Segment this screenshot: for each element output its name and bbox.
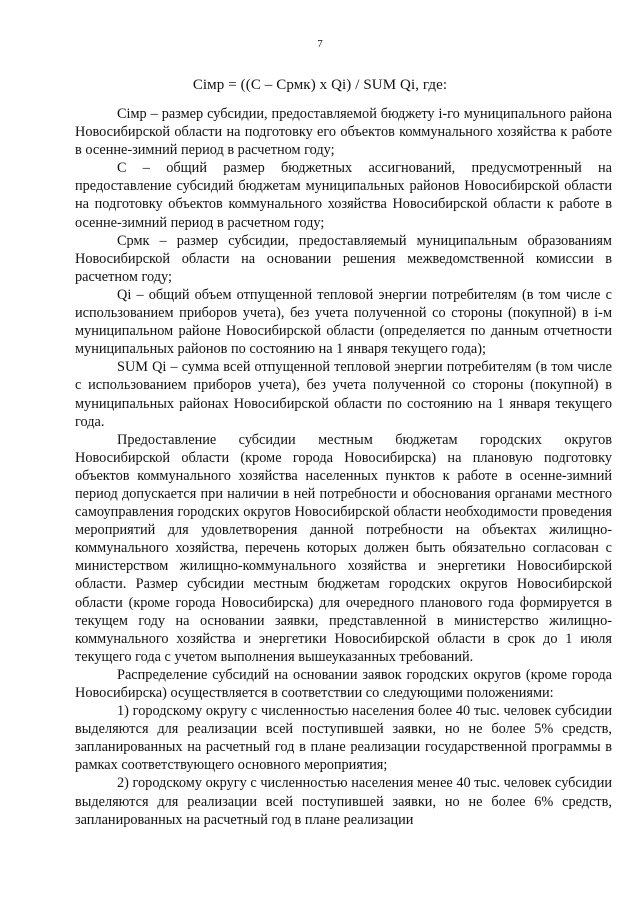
paragraph-qi-definition: Qi – общий объем отпущенной тепловой энергии потребителям (в том числе с использованием приборов учета), без учета полученной со стороны (покупной) в і-м муниципальном районе Новосибирской области (определяется по данным отчетности муниципальных районов по состоянию на 1 января текущего года);: [75, 286, 612, 358]
paragraph-simr-definition: Сімр – размер субсидии, предоставляемой бюджету і-го муниципального района Новосибирской области на подготовку его объектов коммунального хозяйства к работе в осенне-зимний период в расчетном году;: [75, 106, 612, 159]
paragraph-sum-qi-definition: SUM Qi – сумма всей отпущенной тепловой энергии потребителям (в том числе с использованием приборов учета), без учета полученной со стороны (покупной) в муниципальных районах Новосибирской области по состоянию на 1 января текущего года.: [75, 359, 612, 430]
paragraph-srmk-definition: Срмк – размер субсидии, предоставляемый муниципальным образованиям Новосибирской области на основании решения межведомственной комиссии в расчетном году;: [75, 232, 612, 285]
paragraph-c-definition: С – общий размер бюджетных ассигнований, предусмотренный на предоставление субсидий бюджетам муниципальных районов Новосибирской области на подготовку объектов коммунального хозяйства Новосибирской области к работе в осенне-зимний период в расчетном году;: [75, 160, 612, 231]
formula: Сімр = ((С – Срмк) х Qi) / SUM Qi, где:: [192, 77, 448, 93]
paragraph-rule-2: 2) городскому округу с численностью населения менее 40 тыс. человек субсидии выделяются для реализации всей поступившей заявки, но не более 6% средств, запланированных на расчетный год в плане реализации: [75, 775, 612, 828]
paragraph-rule-1: 1) городскому округу с численностью населения более 40 тыс. человек субсидии выделяются для реализации всей поступившей заявки, но не более 5% средств, запланированных на расчетный год в плане реализации государственной программы в рамках соответствующего основного мероприятия;: [75, 703, 612, 774]
document-body: [75, 105, 612, 829]
page-number: 7: [317, 38, 323, 50]
paragraph-urban-districts-subsidy: Предоставление субсидии местным бюджетам городских округов Новосибирской области (кроме города Новосибирска) на плановую подготовку объектов коммунального хозяйства населенных пунктов к работе в осенне-зимний период допускается при наличии в ней потребности и обоснования органами местного самоуправления городских округов Новосибирской области необходимости проведения мероприятий для удовлетворения данной потребности на объектах жилищно-коммунального хозяйства, перечень которых должен быть обязательно согласован с министерством жилищно-коммунального хозяйства и энергетики Новосибирской области. Размер субсидии местным бюджетам городских округов Новосибирской области (кроме города Новосибирска) для очередного планового года формируется в текущем году на основании заявки, представленной в министерство жилищно-коммунального хозяйства и энергетики Новосибирской области в срок до 1 июля текущего года с учетом выполнения вышеуказанных требований.: [75, 431, 612, 665]
paragraph-distribution-rules: Распределение субсидий на основании заявок городских округов (кроме города Новосибирска) осуществляется в соответствии со следующими положениями:: [75, 666, 612, 701]
